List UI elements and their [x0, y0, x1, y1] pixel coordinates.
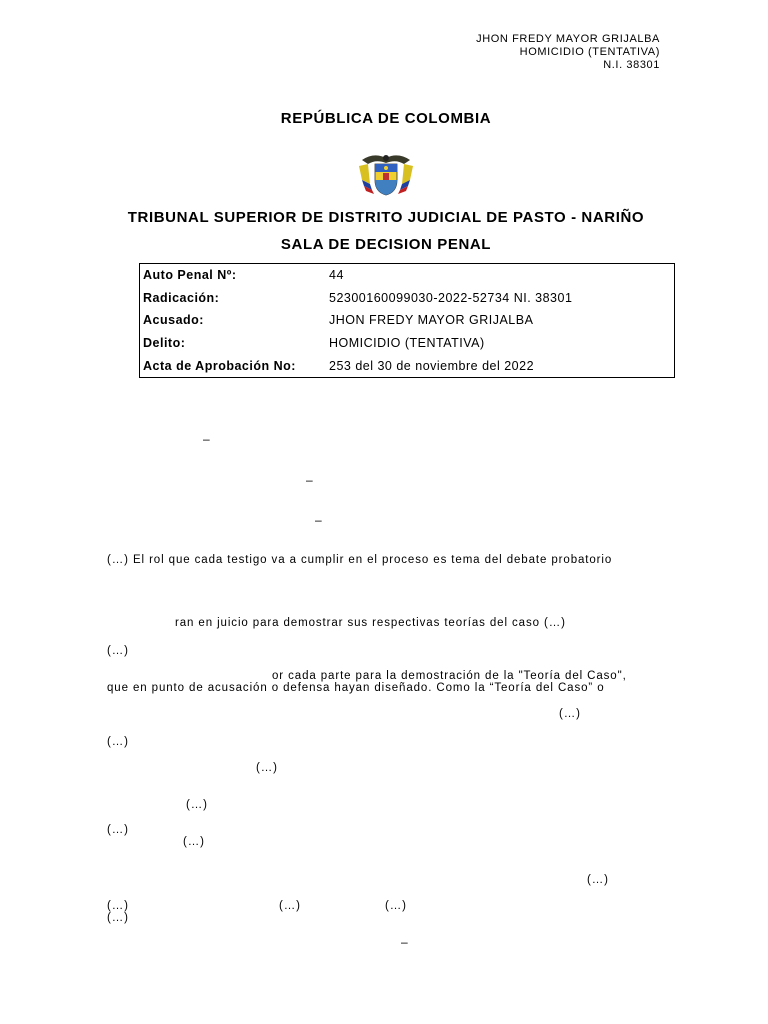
- text-fragment: (…): [107, 645, 129, 657]
- info-value: 253 del 30 de noviembre del 2022: [329, 358, 535, 373]
- text-fragment: (…): [186, 799, 208, 811]
- paragraph: ran en juicio para demostrar sus respectivas teorías del caso (…): [175, 617, 566, 629]
- text-fragment: (…): [107, 900, 129, 912]
- text-fragment: (…): [183, 836, 205, 848]
- text-fragment: (…): [107, 736, 129, 748]
- text-fragment: –: [306, 473, 313, 487]
- paragraph: (…) El rol que cada testigo va a cumplir en el proceso es tema del debate probatorio: [107, 554, 613, 566]
- paragraph: que en punto de acusación o defensa hayan diseñado. Como la “Teoría del Caso” o: [107, 682, 605, 694]
- text-fragment: (…): [559, 708, 581, 720]
- text-fragment: –: [401, 935, 408, 949]
- table-row: [140, 354, 675, 377]
- info-label: Radicación:: [143, 290, 220, 305]
- table-row: [140, 332, 675, 355]
- text-fragment: (…): [279, 900, 301, 912]
- text-fragment: (…): [385, 900, 407, 912]
- text-fragment: (…): [107, 912, 129, 924]
- case-info-table: [139, 263, 675, 378]
- table-row: [140, 264, 675, 287]
- info-label: Auto Penal Nº:: [143, 268, 237, 283]
- info-label: Acta de Aprobación No:: [143, 358, 296, 373]
- text-fragment: –: [315, 513, 322, 527]
- header-accused: JHON FREDY MAYOR GRIJALBA: [476, 33, 660, 45]
- info-value: 52300160099030-2022-52734 NI. 38301: [329, 290, 573, 305]
- text-fragment: (…): [107, 824, 129, 836]
- header-crime: HOMICIDIO (TENTATIVA): [519, 46, 660, 58]
- court-name: TRIBUNAL SUPERIOR DE DISTRITO JUDICIAL DE PASTO - NARIÑO: [127, 209, 645, 226]
- text-fragment: (…): [587, 874, 609, 886]
- info-value: JHON FREDY MAYOR GRIJALBA: [329, 313, 534, 328]
- info-value: 44: [329, 268, 344, 283]
- text-fragment: –: [203, 432, 210, 446]
- chamber-name: SALA DE DECISION PENAL: [280, 236, 492, 253]
- info-label: Acusado:: [143, 313, 204, 328]
- page-title: REPÚBLICA DE COLOMBIA: [280, 110, 492, 127]
- paragraph: or cada parte para la demostración de la "Teoría del Caso",: [272, 670, 627, 682]
- info-label: Delito:: [143, 336, 186, 351]
- table-row: [140, 309, 675, 332]
- text-fragment: (…): [256, 762, 278, 774]
- info-value: HOMICIDIO (TENTATIVA): [329, 336, 485, 351]
- table-row: [140, 287, 675, 310]
- header-case-number: N.I. 38301: [603, 59, 660, 71]
- coat-of-arms-icon: [356, 150, 416, 198]
